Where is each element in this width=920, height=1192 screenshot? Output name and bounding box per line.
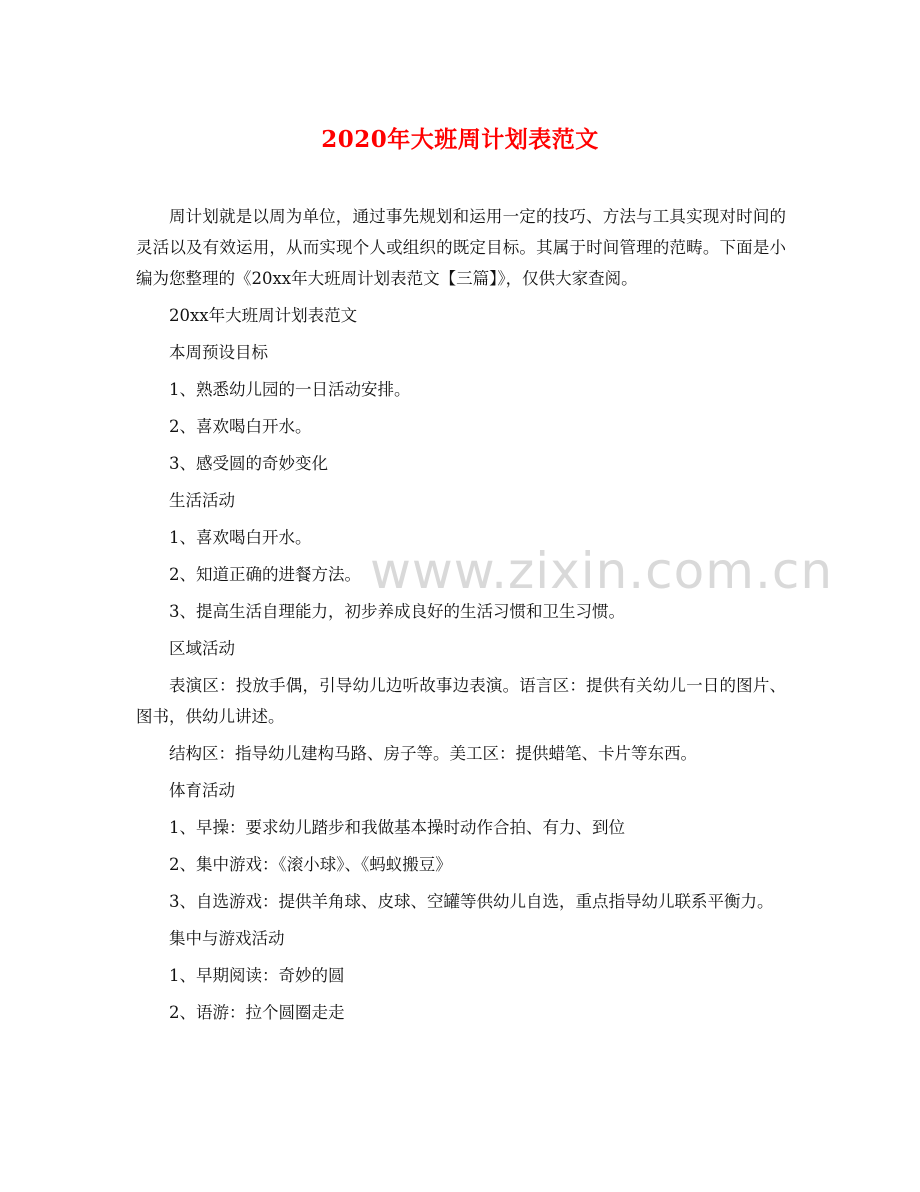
section-heading: 区域活动 — [169, 639, 235, 658]
list-item: 1、喜欢喝白开水。 — [169, 528, 312, 547]
section-heading: 20xx年大班周计划表范文 — [169, 306, 358, 325]
body-paragraph: 表演区：投放手偶，引导幼儿边听故事边表演。语言区：提供有关幼儿一日的图片、图书，供幼儿讲述。 — [136, 676, 786, 726]
section-heading: 本周预设目标 — [169, 343, 268, 362]
list-item: 2、集中游戏：《滚小球》、《蚂蚁搬豆》 — [169, 855, 452, 874]
section-heading: 体育活动 — [169, 781, 235, 800]
document-title: 2020年大班周计划表范文 — [321, 126, 599, 153]
document-body — [136, 201, 786, 1034]
section-heading: 集中与游戏活动 — [169, 929, 285, 948]
list-item: 1、熟悉幼儿园的一日活动安排。 — [169, 380, 411, 399]
list-item: 3、感受圆的奇妙变化 — [169, 454, 328, 473]
list-item: 2、语游：拉个圆圈走走 — [169, 1003, 345, 1022]
list-item: 1、早期阅读：奇妙的圆 — [169, 966, 345, 985]
list-item: 3、提高生活自理能力，初步养成良好的生活习惯和卫生习惯。 — [169, 602, 625, 621]
list-item: 1、早操：要求幼儿踏步和我做基本操时动作合拍、有力、到位 — [169, 818, 625, 837]
body-paragraph: 结构区：指导幼儿建构马路、房子等。美工区：提供蜡笔、卡片等东西。 — [169, 744, 697, 763]
list-item: 2、知道正确的进餐方法。 — [169, 565, 361, 584]
section-heading: 生活活动 — [169, 491, 235, 510]
list-item: 2、喜欢喝白开水。 — [169, 417, 312, 436]
watermark: www.zixin.com.cn — [370, 542, 834, 600]
list-item: 3、自选游戏：提供羊角球、皮球、空罐等供幼儿自选，重点指导幼儿联系平衡力。 — [169, 892, 774, 911]
intro-paragraph: 周计划就是以周为单位，通过事先规划和运用一定的技巧、方法与工具实现对时间的灵活以及有效运用，从而实现个人或组织的既定目标。其属于时间管理的范畴。下面是小编为您整理的《20xx年大班周计划表范文【三篇】》，仅供大家查阅。 — [136, 207, 786, 288]
